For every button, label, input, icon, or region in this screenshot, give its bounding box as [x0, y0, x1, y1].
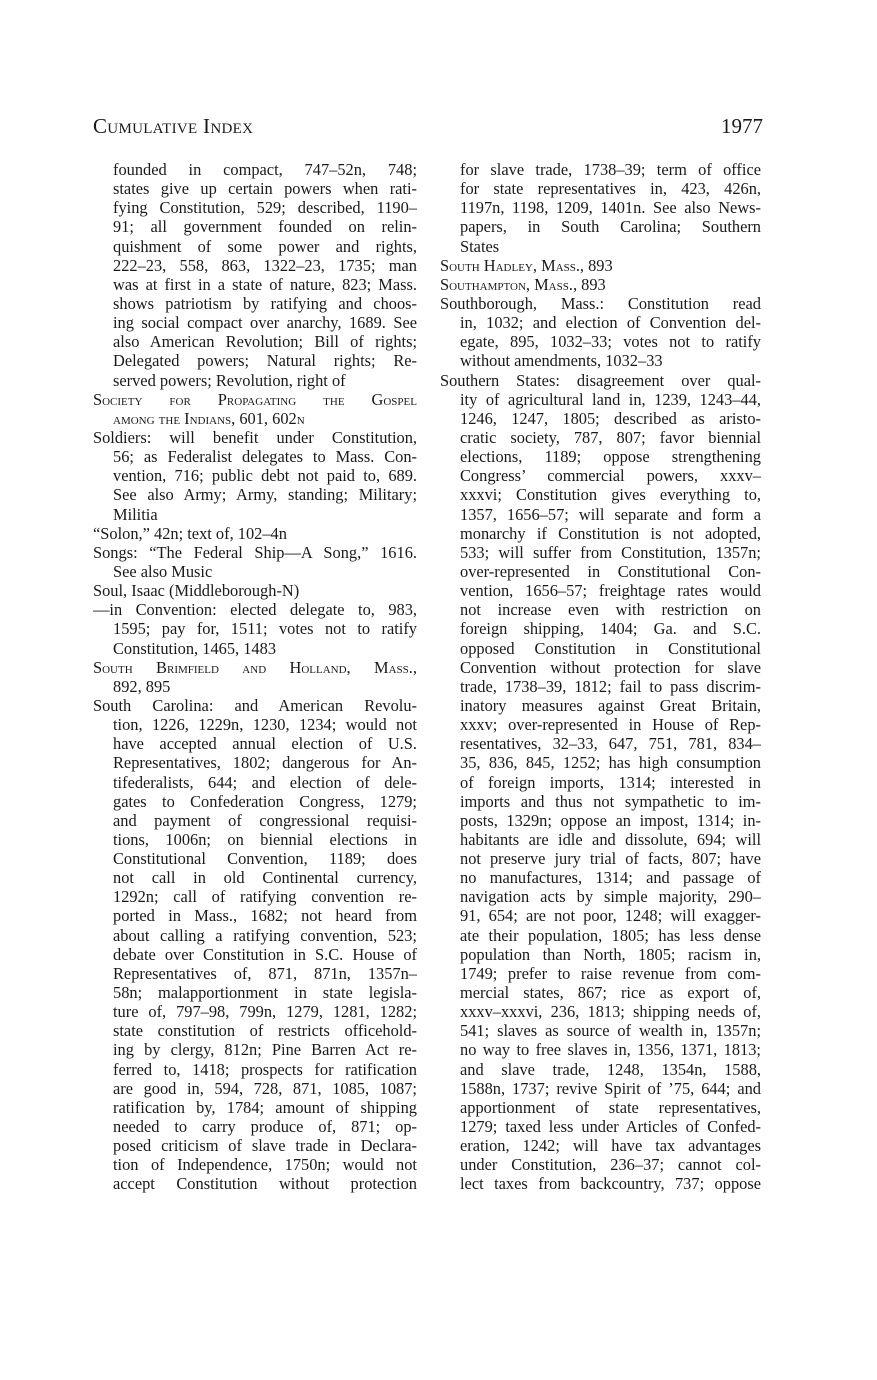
index-line: South Brimfield and Holland, Mass., [93, 657, 417, 677]
index-line: 58n; malapportionment in state legisla- [113, 983, 417, 1003]
index-line: vention, 1656–57; freightage rates would [460, 581, 761, 601]
index-line: needed to carry produce of, 871; op- [113, 1117, 417, 1137]
index-line: Convention without protection for slave [460, 657, 761, 677]
index-line: not increase even with restriction on [460, 600, 761, 620]
index-line: mercial states, 867; rice as export of, [460, 983, 761, 1003]
index-line: 91, 654; are not poor, 1248; will exagger- [460, 906, 761, 926]
index-line: States [460, 236, 500, 256]
index-line: 533; will suffer from Constitution, 1357n; [460, 542, 761, 562]
index-line: Soldiers: will benefit under Constitution, [93, 427, 417, 447]
index-line: papers, in South Carolina; Southern [460, 217, 761, 237]
index-line: lect taxes from backcountry, 737; oppose [460, 1174, 761, 1194]
index-line: 1246, 1247, 1805; described as aristo- [460, 408, 761, 428]
index-line: state constitution of restricts officehold- [113, 1021, 417, 1041]
running-header [93, 114, 763, 144]
index-line: 1357, 1656–57; will separate and form a [460, 504, 761, 524]
index-line: habitants are idle and dissolute, 694; will [460, 829, 761, 849]
index-line: 1279; taxed less under Articles of Confed- [460, 1117, 761, 1137]
index-line: cratic society, 787, 807; favor biennial [460, 427, 761, 447]
index-line: Southern States: disagreement over qual- [440, 370, 761, 390]
index-line: 35, 836, 845, 1252; has high consumption [460, 753, 761, 773]
index-line: 91; all government founded on relin- [113, 217, 417, 237]
index-line: imports and thus not sympathetic to im- [460, 791, 761, 811]
index-line: ity of agricultural land in, 1239, 1243–44, [460, 389, 761, 409]
index-line: about calling a ratifying convention, 523; [113, 925, 417, 945]
right-column [440, 160, 761, 1194]
index-line: Society for Propagating the Gospel [93, 389, 417, 409]
index-line: “Solon,” 42n; text of, 102–4n [93, 523, 287, 543]
index-line: quishment of some power and rights, [113, 236, 417, 256]
running-title: Cumulative Index [93, 114, 254, 138]
index-line: 1197n, 1198, 1209, 1401n. See also News- [460, 198, 761, 218]
index-line: tion of Independence, 1750n; would not [113, 1155, 417, 1175]
index-line: Constitutional Convention, 1189; does [113, 849, 417, 869]
index-line: fying Constitution, 529; described, 1190– [113, 198, 417, 218]
index-line: tion, 1226, 1229n, 1230, 1234; would not [113, 715, 417, 735]
index-line: also American Revolution; Bill of rights; [113, 332, 417, 352]
index-line: xxxv; over-represented in House of Rep- [460, 715, 761, 735]
index-line: no way to free slaves in, 1356, 1371, 1813; [460, 1040, 761, 1060]
index-line: foreign shipping, 1404; Ga. and S.C. [460, 619, 761, 639]
index-line: under Constitution, 236–37; cannot col- [460, 1155, 761, 1175]
index-line: was at first in a state of nature, 823; Mass. [113, 274, 417, 294]
index-line: ferred to, 1418; prospects for ratification [113, 1059, 417, 1079]
index-line: shows patriotism by ratifying and choos- [113, 293, 417, 313]
index-line: without amendments, 1032–33 [460, 351, 663, 371]
index-line: egate, 895, 1032–33; votes not to ratify [460, 332, 761, 352]
index-line: founded in compact, 747–52n, 748; [113, 160, 417, 179]
page-number: 1977 [721, 114, 763, 138]
index-line: 1292n; call of ratifying convention re- [113, 887, 417, 907]
index-line: See also Music [113, 561, 213, 581]
index-line: Songs: “The Federal Ship—A Song,” 1616. [93, 542, 417, 562]
index-line: Representatives of, 871, 871n, 1357n– [113, 963, 417, 983]
index-line: not preserve jury trial of facts, 807; have [460, 849, 761, 869]
index-line: population than North, 1805; racism in, [460, 944, 761, 964]
index-line: states give up certain powers when rati- [113, 179, 417, 199]
index-line: Southborough, Mass.: Constitution read [440, 293, 761, 313]
index-line: 1588n, 1737; revive Spirit of ’75, 644; and [460, 1078, 761, 1098]
index-line: accept Constitution without protection [113, 1174, 417, 1194]
index-line: xxxvi; Constitution gives everything to, [460, 485, 761, 505]
index-line: 1749; prefer to raise revenue from com- [460, 963, 761, 983]
index-line: Soul, Isaac (Middleborough-N) [93, 581, 300, 601]
index-line: vention, 716; public debt not paid to, 689. [113, 466, 417, 486]
index-line: —in Convention: elected delegate to, 983, [93, 600, 417, 620]
index-line: navigation acts by simple majority, 290– [460, 887, 761, 907]
index-line: served powers; Revolution, right of [113, 370, 346, 390]
index-line: and slave trade, 1248, 1354n, 1588, [460, 1059, 761, 1079]
index-line: 222–23, 558, 863, 1322–23, 1735; man [113, 255, 417, 275]
index-line: xxxv–xxxvi, 236, 1813; shipping needs of, [460, 1002, 761, 1022]
index-line: apportionment of state representatives, [460, 1097, 761, 1117]
index-line: for state representatives in, 423, 426n, [460, 179, 761, 199]
index-line: See also Army; Army, standing; Military; [113, 485, 417, 505]
index-line: tions, 1006n; on biennial elections in [113, 829, 417, 849]
index-line: Southampton, Mass., 893 [440, 274, 606, 294]
index-line: ing by clergy, 812n; Pine Barren Act re- [113, 1040, 417, 1060]
index-line: 1595; pay for, 1511; votes not to ratify [113, 619, 417, 639]
index-line: of foreign imports, 1314; interested in [460, 772, 761, 792]
index-line: not call in old Continental currency, [113, 868, 417, 888]
index-line: ing social compact over anarchy, 1689. See [113, 313, 417, 333]
index-line: have accepted annual election of U.S. [113, 734, 417, 754]
index-line: ratification by, 1784; amount of shipping [113, 1097, 417, 1117]
index-line: inatory measures against Great Britain, [460, 695, 761, 715]
index-line: trade, 1738–39, 1812; fail to pass discrim- [460, 676, 761, 696]
index-line: opposed Constitution in Constitutional [460, 638, 761, 658]
index-line: no manufactures, 1314; and passage of [460, 868, 761, 888]
index-line: gates to Confederation Congress, 1279; [113, 791, 417, 811]
index-line: Constitution, 1465, 1483 [113, 638, 277, 658]
index-line: 892, 895 [113, 676, 171, 696]
index-line: among the Indians, 601, 602n [113, 408, 305, 428]
index-line: posts, 1329n; oppose an impost, 1314; in- [460, 810, 761, 830]
index-line: 56; as Federalist delegates to Mass. Con- [113, 447, 417, 467]
index-line: eration, 1242; will have tax advantages [460, 1136, 761, 1156]
index-line: 541; slaves as source of wealth in, 1357n; [460, 1021, 761, 1041]
index-line: ate their population, 1805; has less dense [460, 925, 761, 945]
index-line: resentatives, 32–33, 647, 751, 781, 834– [460, 734, 761, 754]
index-line: over-represented in Constitutional Con- [460, 561, 761, 581]
index-line: Militia [113, 504, 158, 524]
index-line: South Carolina: and American Revolu- [93, 695, 417, 715]
left-column [93, 160, 417, 1194]
index-line: Representatives, 1802; dangerous for An- [113, 753, 417, 773]
index-line: Delegated powers; Natural rights; Re- [113, 351, 417, 371]
index-line: ported in Mass., 1682; not heard from [113, 906, 417, 926]
index-line: in, 1032; and election of Convention del- [460, 313, 761, 333]
index-line: elections, 1189; oppose strengthening [460, 447, 761, 467]
index-line: and payment of congressional requisi- [113, 810, 417, 830]
index-line: monarchy if Constitution is not adopted, [460, 523, 761, 543]
index-line: ture of, 797–98, 799n, 1279, 1281, 1282; [113, 1002, 417, 1022]
index-line: posed criticism of slave trade in Declara- [113, 1136, 417, 1156]
index-line: are good in, 594, 728, 871, 1085, 1087; [113, 1078, 417, 1098]
index-line: debate over Constitution in S.C. House of [113, 944, 417, 964]
index-line: for slave trade, 1738–39; term of office [460, 160, 761, 179]
index-line: South Hadley, Mass., 893 [440, 255, 613, 275]
index-line: tifederalists, 644; and election of dele- [113, 772, 417, 792]
index-line: Congress’ commercial powers, xxxv– [460, 466, 761, 486]
